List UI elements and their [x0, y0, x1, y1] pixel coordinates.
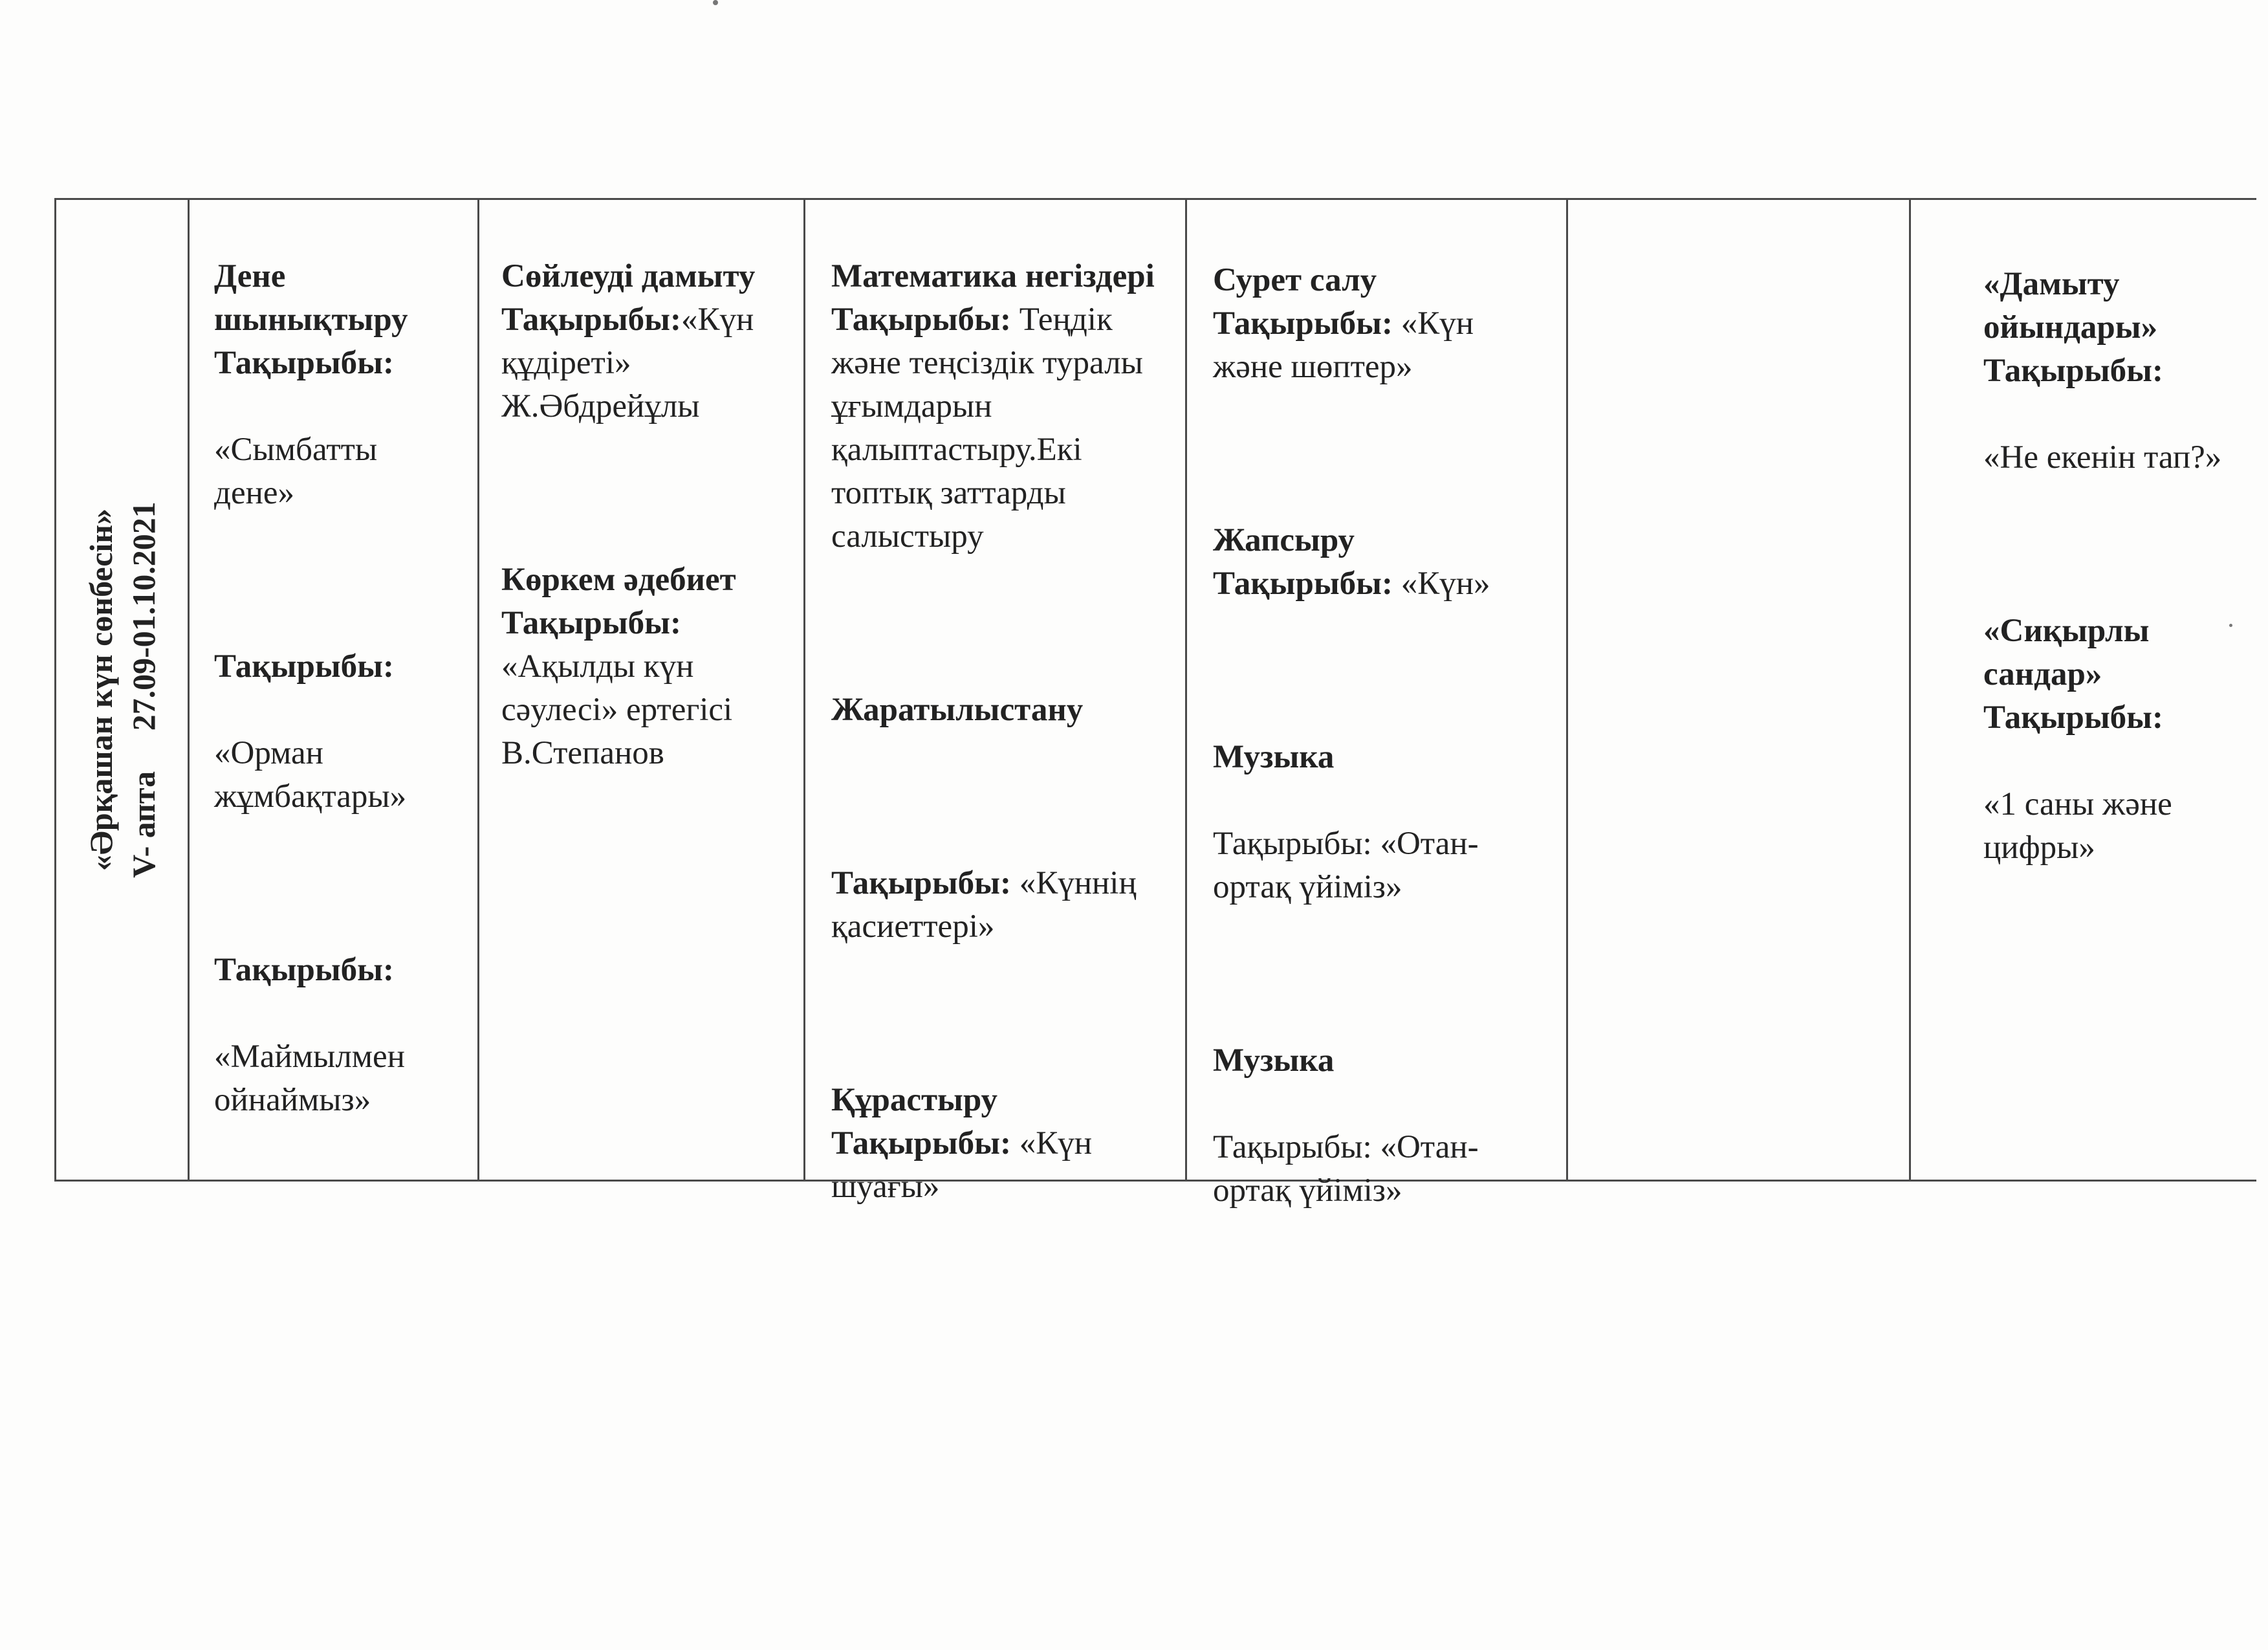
week-column [56, 200, 190, 1180]
subject-heading: Музыка [1213, 1042, 1335, 1079]
content-block [831, 862, 1181, 949]
subject-heading: Сөйлеуді дамыту Тақырыбы: [501, 258, 756, 338]
subject-heading: Көркем әдебиет Тақырыбы: [501, 562, 736, 641]
week-title: «Әрқашан күн сөнбесін» [82, 508, 119, 872]
column-empty [1568, 200, 1911, 1180]
topic-text: «Күн құдіреті» Ж.Әбдрейұлы [501, 302, 754, 424]
column-developmental-games [1911, 200, 2258, 1180]
cell-content [1983, 219, 2254, 913]
column-physical-education [190, 200, 479, 1180]
subject-heading: Құрастыру Тақырыбы: [831, 1082, 1011, 1161]
topic-text: Тақырыбы: «Отан-ортақ үйіміз» [1213, 1129, 1479, 1209]
topic-text: Теңдік және теңсіздік туралы ұғымдарын қалыптастыру.Екі топтық заттарды салыстыру [831, 302, 1143, 555]
column-mathematics [805, 200, 1187, 1205]
subject-heading: Математика негіздері Тақырыбы: [831, 258, 1155, 338]
subject-heading: Жаратылыстану [831, 692, 1084, 728]
subject-heading: «Дамыту ойындары» Тақырыбы: [1983, 266, 2163, 389]
subject-heading: Жапсыру Тақырыбы: [1213, 522, 1393, 602]
subject-heading: Тақырыбы: [214, 952, 394, 988]
cell-content [501, 212, 800, 819]
week-label [80, 501, 165, 878]
topic-text: «1 саны және цифры» [1983, 786, 2172, 866]
topic-text: «Ақылды күн сәулесі» ертегісі В.Степанов [501, 648, 733, 771]
week-dates: V- апта 27.09-01.10.2021 [125, 501, 162, 878]
subject-heading: Сурет салу Тақырыбы: [1213, 262, 1393, 342]
subject-heading: «Сиқырлы сандар» Тақырыбы: [1983, 613, 2163, 736]
topic-text: «Күн» [1392, 566, 1490, 602]
scan-speck [2229, 624, 2232, 627]
content-block [1213, 259, 1536, 389]
content-block [501, 558, 773, 775]
topic-text: «Не екенін тап?» [1983, 439, 2222, 476]
cell-content [214, 212, 474, 1165]
topic-text: Тақырыбы: «Отан-ортақ үйіміз» [1213, 826, 1479, 905]
topic-text: «Сымбатты дене» [214, 432, 378, 511]
subject-heading: Дене шынықтыру Тақырыбы: [214, 258, 408, 381]
column-art-music [1187, 200, 1568, 1209]
content-block [831, 1079, 1168, 1209]
cell-content [831, 212, 1181, 1252]
content-block [501, 255, 800, 428]
scan-speck [713, 0, 718, 5]
topic-text: «Орман жұмбақтары» [214, 735, 407, 815]
column-speech-development [479, 200, 805, 1180]
weekly-plan-table [54, 198, 2256, 1209]
cell-content [1213, 215, 1562, 1256]
content-block [1213, 519, 1536, 606]
subject-heading: Тақырыбы: [214, 648, 394, 685]
subject-heading: Тақырыбы: [831, 865, 1011, 901]
topic-text: «Күн және шөптер» [1213, 305, 1474, 385]
topic-text: «Күннің қасиеттері» [831, 865, 1137, 945]
topic-text: «Маймылмен ойнаймыз» [214, 1039, 405, 1118]
subject-heading: Музыка [1213, 739, 1335, 775]
topic-text: «Күн шуағы» [831, 1125, 1092, 1205]
content-block [831, 255, 1168, 558]
